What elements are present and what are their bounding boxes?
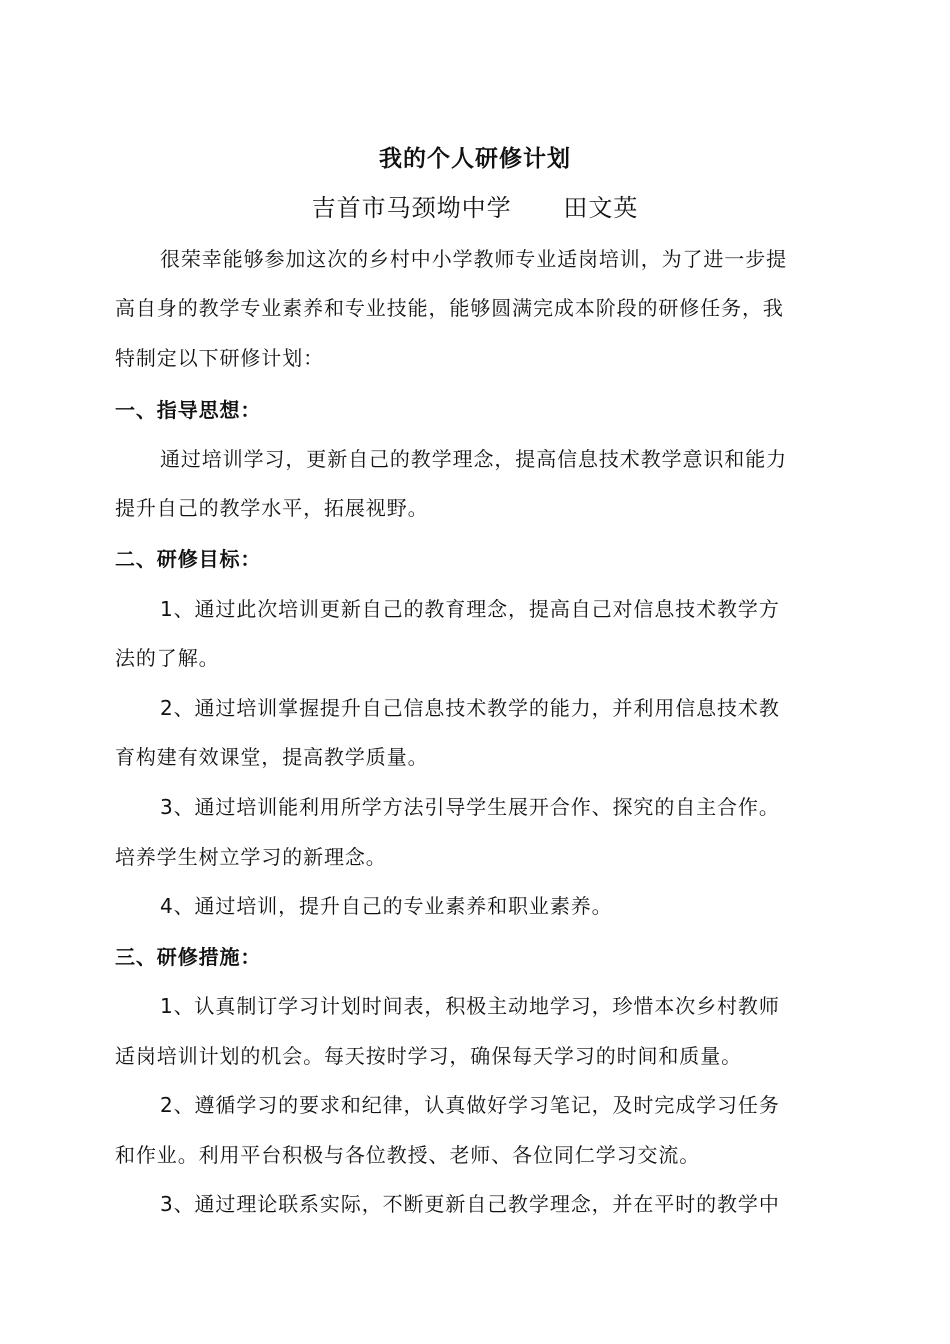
- paragraph-line: 和作业。利用平台积极与各位教授、老师、各位同仁学习交流。: [115, 1143, 701, 1167]
- list-item-line: 1、认真制订学习计划时间表，积极主动地学习，珍惜本次乡村教师: [160, 994, 780, 1018]
- paragraph-line: 很荣幸能够参加这次的乡村中小学教师专业适岗培训，为了进一步提: [160, 247, 787, 271]
- paragraph-line: 通过培训学习，更新自己的教学理念，提高信息技术教学意识和能力: [160, 447, 787, 471]
- list-item-line: 2、遵循学习的要求和纪律，认真做好学习笔记，及时完成学习任务: [160, 1093, 780, 1117]
- paragraph-line: 特制定以下研修计划：: [115, 346, 324, 370]
- paragraph-line: 培养学生树立学习的新理念。: [115, 845, 387, 869]
- list-item-line: 1、通过此次培训更新自己的教育理念，提高自己对信息技术教学方: [160, 597, 780, 621]
- section-heading: 一、指导思想：: [115, 398, 262, 422]
- paragraph-line: 适岗培训计划的机会。每天按时学习，确保每天学习的时间和质量。: [115, 1044, 742, 1068]
- paragraph-line: 育构建有效课堂，提高教学质量。: [115, 745, 429, 769]
- section-heading: 二、研修目标：: [115, 547, 262, 571]
- page-title: 我的个人研修计划: [379, 146, 571, 172]
- list-item-line: 4、通过培训，提升自己的专业素养和职业素养。: [160, 894, 613, 918]
- author-line: 吉首市马颈坳中学 田文英: [311, 194, 639, 222]
- list-item-line: 3、通过培训能利用所学方法引导学生展开合作、探究的自主合作。: [160, 795, 780, 819]
- paragraph-line: 提升自己的教学水平，拓展视野。: [115, 496, 429, 520]
- list-item-line: 2、通过培训掌握提升自己信息技术教学的能力，并利用信息技术教: [160, 696, 780, 720]
- list-item-line: 3、通过理论联系实际，不断更新自己教学理念，并在平时的教学中: [160, 1192, 780, 1216]
- section-heading: 三、研修措施：: [115, 945, 262, 969]
- paragraph-line: 法的了解。: [115, 646, 220, 670]
- paragraph-line: 高自身的教学专业素养和专业技能，能够圆满完成本阶段的研修任务，我: [115, 296, 784, 320]
